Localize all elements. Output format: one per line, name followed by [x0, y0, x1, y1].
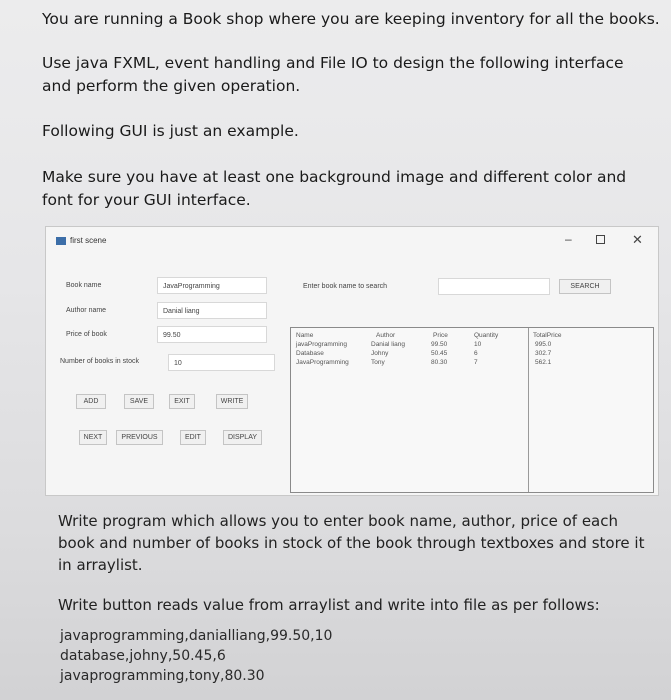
output-line: database,johny,50.45,6 [60, 648, 226, 664]
row3-price: 80.30 [431, 359, 448, 366]
price-label: Price of book [66, 331, 107, 338]
maximize-icon[interactable] [596, 235, 605, 244]
stock-label: Number of books in stock [60, 358, 139, 365]
output-line: javaprogramming,danialliang,99.50,10 [60, 628, 333, 644]
title-bar [46, 227, 658, 253]
minimize-icon[interactable]: – [565, 232, 572, 246]
app-icon [56, 237, 66, 245]
row2-name: Database [296, 350, 324, 357]
col-header-author: Author [376, 332, 396, 339]
search-button[interactable]: SEARCH [559, 279, 611, 294]
book-name-label: Book name [66, 282, 102, 289]
output-line: javaprogramming,tony,80.30 [60, 668, 265, 684]
display-button[interactable]: DISPLAY [223, 430, 262, 445]
col-header-name: Name [296, 332, 314, 339]
book-name-field[interactable]: JavaProgramming [157, 277, 267, 294]
row1-price: 99.50 [431, 341, 448, 348]
row1-total: 995.0 [535, 341, 552, 348]
search-label: Enter book name to search [303, 283, 388, 290]
col-header-price: Price [433, 332, 448, 339]
row1-author: Danial liang [371, 341, 405, 348]
row2-price: 50.45 [431, 350, 448, 357]
row1-name: javaProgramming [296, 341, 347, 348]
row3-author: Tony [371, 359, 385, 366]
save-button[interactable]: SAVE [124, 394, 154, 409]
author-label: Author name [66, 307, 107, 314]
write-button-description: Write button reads value from arraylist and write into file as per follows: [58, 596, 600, 614]
example-note: Following GUI is just an example. [42, 122, 299, 140]
col-header-totalprice: TotalPrice [533, 332, 562, 339]
row3-name: JavaProgramming [296, 359, 349, 366]
inventory-text-area[interactable] [290, 327, 654, 493]
window-title: first scene [70, 236, 107, 245]
row2-author: Johny [371, 350, 389, 357]
requirement-text: Use java FXML, event handling and File IO to design the following interface and perform the given operation. [42, 54, 624, 95]
row2-quantity: 6 [474, 350, 478, 357]
row3-quantity: 7 [474, 359, 478, 366]
total-price-column [528, 328, 655, 492]
close-icon[interactable]: ✕ [632, 232, 643, 247]
add-button[interactable]: ADD [76, 394, 106, 409]
row3-total: 562.1 [535, 359, 552, 366]
edit-button[interactable]: EDIT [180, 430, 206, 445]
stock-field[interactable]: 10 [168, 354, 275, 371]
next-button[interactable]: NEXT [79, 430, 107, 445]
price-field[interactable]: 99.50 [157, 326, 267, 343]
write-button[interactable]: WRITE [216, 394, 248, 409]
exit-button[interactable]: EXIT [169, 394, 195, 409]
design-note: Make sure you have at least one background image and different color and font for your GUI interface. [42, 168, 627, 209]
row2-total: 302.7 [535, 350, 552, 357]
col-header-quantity: Quantity [474, 332, 499, 339]
task-description: Write program which allows you to enter book name, author, price of each book and number of books in stock of the book through textboxes and store it in arraylist. [58, 512, 645, 574]
author-field[interactable]: Danial liang [157, 302, 267, 319]
intro-text: You are running a Book shop where you are keeping inventory for all the books. [42, 10, 660, 28]
row1-quantity: 10 [474, 341, 482, 348]
search-input[interactable] [438, 278, 550, 295]
gui-screenshot [45, 226, 659, 496]
previous-button[interactable]: PREVIOUS [116, 430, 163, 445]
